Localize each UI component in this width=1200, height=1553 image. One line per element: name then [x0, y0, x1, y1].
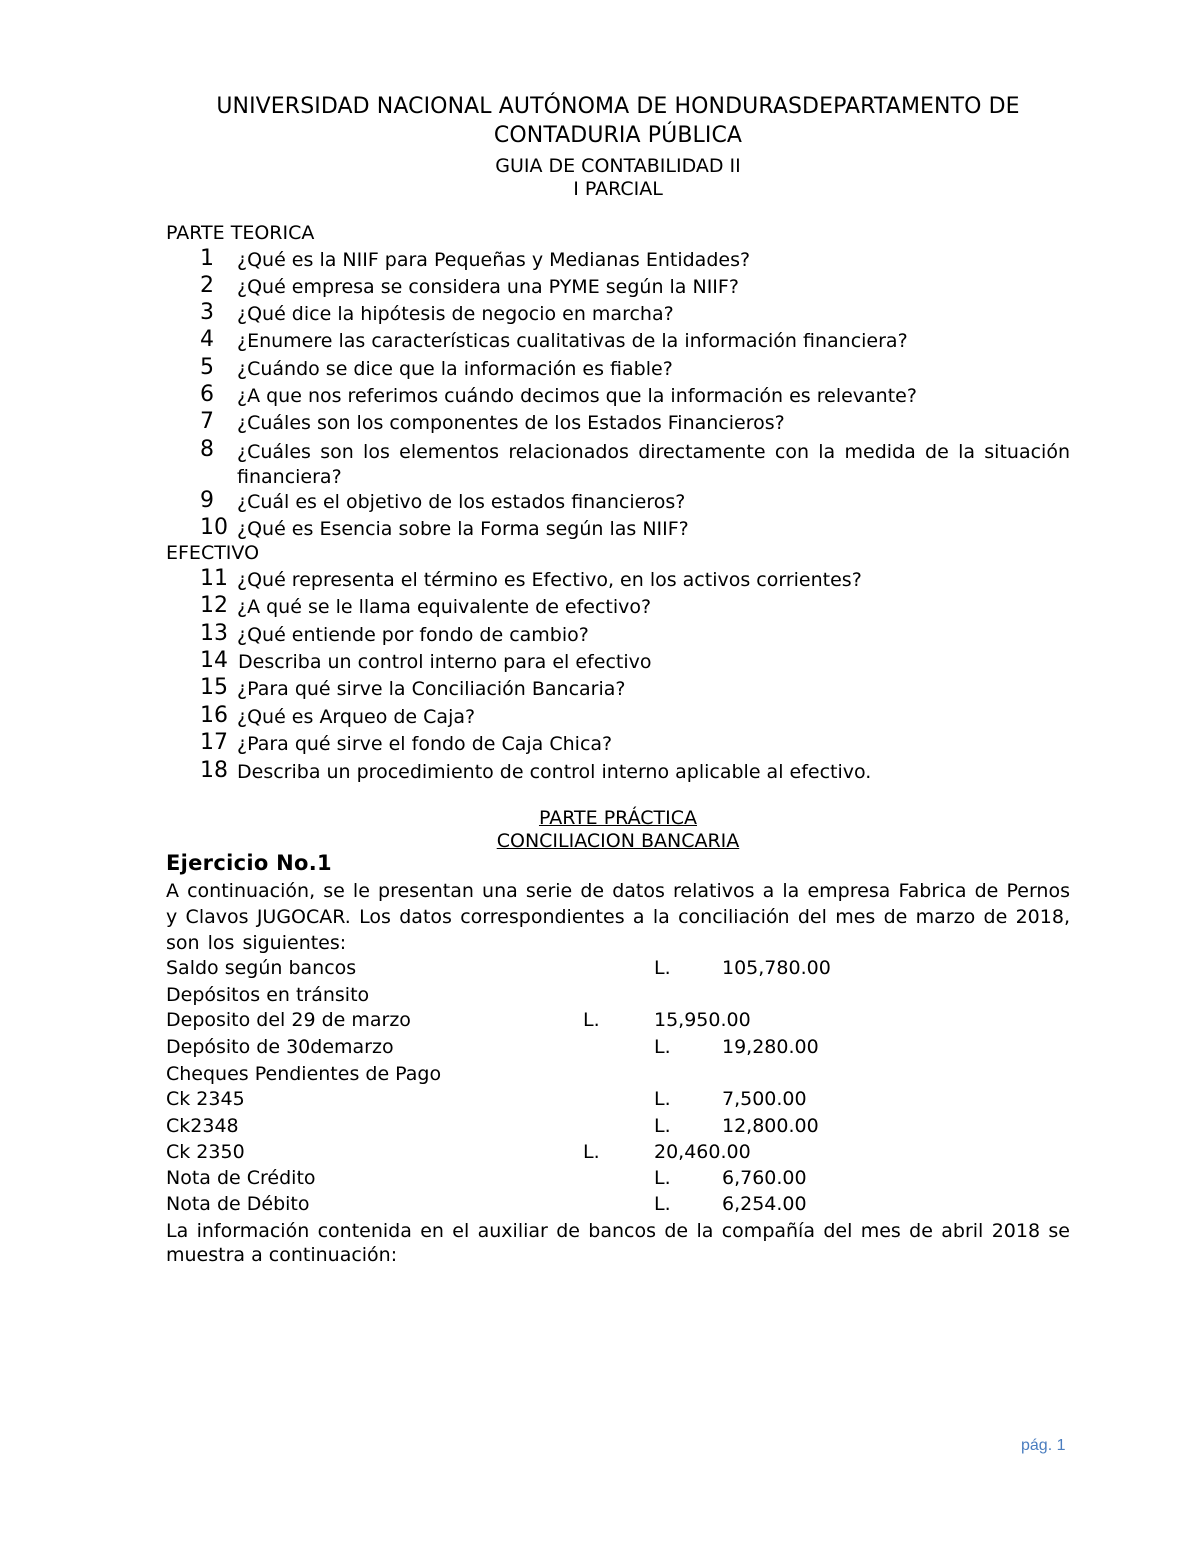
question-number: 16: [200, 703, 228, 728]
question-text: ¿Qué es la NIIF para Pequeñas y Medianas Entidades?: [237, 249, 751, 271]
question-number: 12: [200, 593, 228, 618]
row-amount: 20,460.00: [654, 1141, 751, 1163]
question-number: 14: [200, 648, 228, 673]
question-text: ¿Cuándo se dice que la información es fiable?: [237, 358, 673, 380]
question-text: ¿Cuáles son los componentes de los Estados Financieros?: [237, 412, 785, 434]
question-text: ¿Para qué sirve el fondo de Caja Chica?: [237, 733, 613, 755]
row-amount: 12,800.00: [722, 1115, 819, 1137]
row-currency: L.: [654, 1036, 671, 1058]
question-number: 6: [200, 382, 214, 407]
reconciliation-heading: CONCILIACION BANCARIA: [496, 830, 740, 852]
row-label: Depósitos en tránsito: [166, 984, 370, 1006]
header-guide-title: GUIA DE CONTABILIDAD II: [495, 155, 741, 177]
question-text: ¿Qué es Esencia sobre la Forma según las NIIF?: [237, 518, 689, 540]
question-number: 4: [200, 327, 214, 352]
question-number: 7: [200, 409, 214, 434]
question-number: 2: [200, 273, 214, 298]
closing-paragraph: La información contenida en el auxiliar de bancos de la compañía del mes de abril 2018 se muestra a continuación:: [166, 1220, 1070, 1266]
row-label: Depósito de 30demarzo: [166, 1036, 394, 1058]
row-amount: 7,500.00: [722, 1088, 807, 1110]
question-text: Describa un procedimiento de control interno aplicable al efectivo.: [237, 761, 872, 783]
question-text: ¿Qué empresa se considera una PYME según la NIIF?: [237, 276, 739, 298]
question-number: 5: [200, 355, 214, 380]
header-partial: I PARCIAL: [573, 178, 663, 200]
row-label: Ck 2350: [166, 1141, 245, 1163]
question-text: Describa un control interno para el efectivo: [238, 651, 652, 673]
practice-heading: PARTE PRÁCTICA: [538, 807, 697, 829]
question-number: 13: [200, 621, 228, 646]
question-number: 18: [200, 758, 228, 783]
question-text: ¿Qué dice la hipótesis de negocio en marcha?: [237, 303, 674, 325]
question-text: ¿Enumere las características cualitativas de la información financiera?: [237, 330, 908, 352]
question-number: 1: [200, 246, 214, 271]
theory-heading: PARTE TEORICA: [166, 222, 315, 244]
question-number: 17: [200, 730, 228, 755]
row-label: Nota de Débito: [166, 1193, 310, 1215]
cash-heading: EFECTIVO: [166, 542, 260, 564]
row-label: Ck 2345: [166, 1088, 245, 1110]
header-department: CONTADURIA PÚBLICA: [493, 123, 743, 148]
question-text: ¿Cuál es el objetivo de los estados financieros?: [237, 491, 686, 513]
question-text: ¿A que nos referimos cuándo decimos que la información es relevante?: [237, 385, 917, 407]
row-currency: L.: [654, 1115, 671, 1137]
question-number: 9: [200, 488, 214, 513]
row-amount: 19,280.00: [722, 1036, 819, 1058]
row-amount: 105,780.00: [722, 957, 831, 979]
exercise-intro: A continuación, se le presentan una serie de datos relativos a la empresa Fabrica de Pernos y Clavos JUGOCAR. Los datos correspondientes a la conciliación del mes de marzo de 2018, son los siguientes:: [166, 880, 1070, 954]
question-number: 10: [200, 515, 228, 540]
row-currency: L.: [654, 1193, 671, 1215]
row-label: Deposito del 29 de marzo: [166, 1009, 411, 1031]
row-label: Saldo según bancos: [166, 957, 357, 979]
row-amount: 6,254.00: [722, 1193, 807, 1215]
row-currency: L.: [654, 1088, 671, 1110]
question-number: 8: [200, 437, 214, 462]
question-text: ¿Para qué sirve la Conciliación Bancaria?: [237, 678, 626, 700]
question-number: 15: [200, 675, 228, 700]
question-text: ¿Qué es Arqueo de Caja?: [237, 706, 476, 728]
question-number: 11: [200, 566, 228, 591]
question-text: ¿Qué representa el término es Efectivo, en los activos corrientes?: [237, 569, 862, 591]
exercise-title: Ejercicio No.1: [166, 851, 332, 875]
row-label: Nota de Crédito: [166, 1167, 316, 1189]
row-label: Ck2348: [166, 1115, 239, 1137]
row-amount: 15,950.00: [654, 1009, 751, 1031]
row-label: Cheques Pendientes de Pago: [166, 1063, 442, 1085]
row-currency: L.: [654, 1167, 671, 1189]
question-text: ¿Cuáles son los elementos relacionados directamente con la medida de la situación financiera?: [237, 441, 1070, 488]
header-university: UNIVERSIDAD NACIONAL AUTÓNOMA DE HONDURASDEPARTAMENTO DE: [216, 94, 1020, 119]
page-number: pág. 1: [1021, 1437, 1066, 1454]
question-text: ¿A qué se le llama equivalente de efectivo?: [237, 596, 652, 618]
question-number: 3: [200, 300, 214, 325]
row-amount: 6,760.00: [722, 1167, 807, 1189]
row-currency: L.: [583, 1141, 600, 1163]
row-currency: L.: [583, 1009, 600, 1031]
row-currency: L.: [654, 957, 671, 979]
question-text: ¿Qué entiende por fondo de cambio?: [237, 624, 589, 646]
